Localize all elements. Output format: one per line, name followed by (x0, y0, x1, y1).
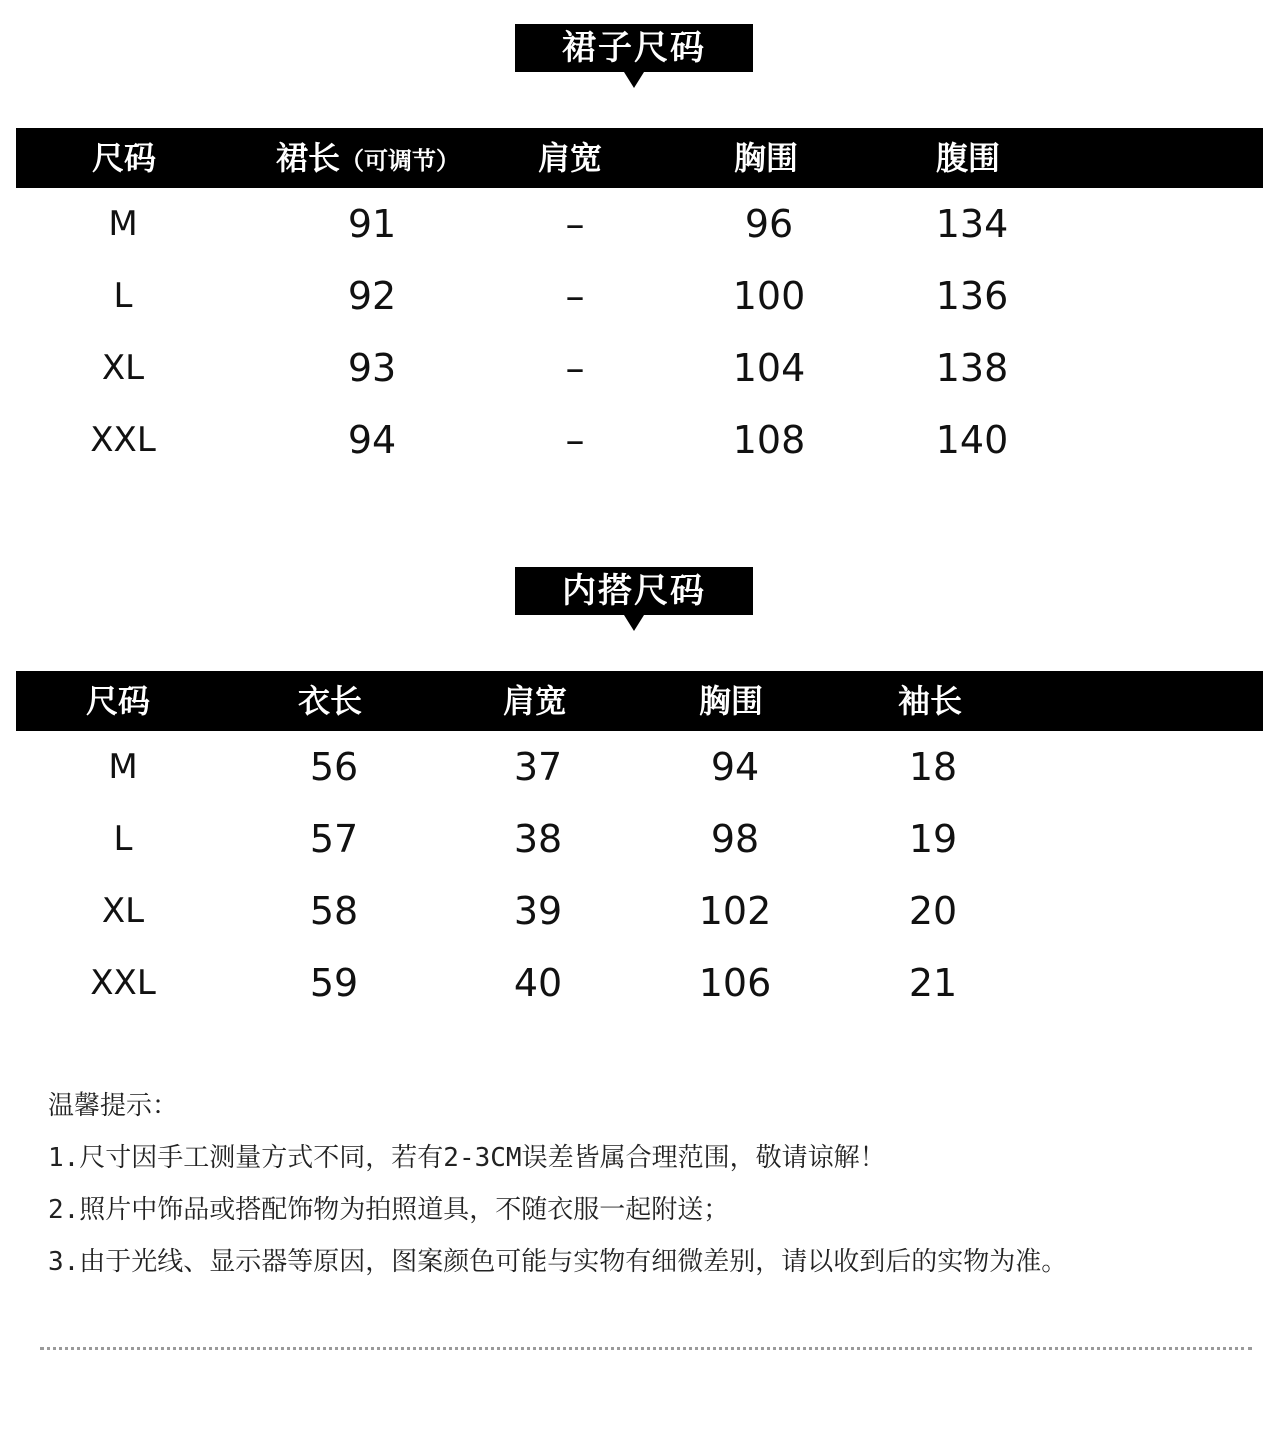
cell-size: M (108, 204, 138, 244)
skirt-size-title-text: 裙子尺码 (562, 28, 706, 68)
cell-chest: 102 (698, 889, 772, 933)
note-item: 1.尺寸因手工测量方式不同，若有2-3CM误差皆属合理范围，敬请谅解！ (48, 1143, 886, 1173)
cell-sleeve: 18 (908, 745, 958, 789)
inner-size-title-text: 内搭尺码 (562, 571, 706, 611)
title-pointer-icon (624, 615, 644, 631)
table-row (16, 731, 1263, 803)
header-sleeve: 袖长 (898, 682, 963, 720)
cell-size: L (113, 276, 133, 316)
header-chest: 胸围 (699, 682, 764, 720)
cell-sleeve: 19 (908, 817, 958, 861)
cell-chest: 98 (710, 817, 760, 861)
cell-shoulder: 37 (513, 745, 563, 789)
cell-waist: 138 (935, 346, 1009, 390)
cell-chest: 96 (744, 202, 794, 246)
cell-length: 91 (347, 202, 397, 246)
header-shoulder: 肩宽 (503, 682, 568, 720)
cell-length: 93 (347, 346, 397, 390)
table-row (16, 803, 1263, 875)
header-size: 尺码 (92, 139, 157, 177)
title-pointer-icon (624, 72, 644, 88)
notes-heading: 温馨提示： (48, 1091, 179, 1121)
header-skirt-length-note: （可调节） (340, 147, 461, 175)
inner-size-title (515, 567, 753, 615)
dotted-divider (40, 1347, 1252, 1350)
table-row (16, 332, 1263, 404)
cell-waist: 140 (935, 418, 1009, 462)
header-waist: 腹围 (936, 139, 1001, 177)
header-shoulder: 肩宽 (538, 139, 603, 177)
cell-sleeve: 20 (908, 889, 958, 933)
cell-size: XXL (90, 420, 156, 460)
cell-shoulder: 40 (513, 961, 563, 1005)
cell-sleeve: 21 (908, 961, 958, 1005)
cell-chest: 94 (710, 745, 760, 789)
inner-table-body (16, 731, 1263, 1019)
table-row (16, 404, 1263, 476)
skirt-size-title (515, 24, 753, 72)
cell-length: 56 (309, 745, 359, 789)
cell-size: XXL (90, 963, 156, 1003)
cell-length: 94 (347, 418, 397, 462)
cell-shoulder: – (565, 418, 585, 462)
header-skirt-length (276, 128, 460, 188)
inner-size-table (16, 671, 1263, 1019)
header-chest: 胸围 (734, 139, 799, 177)
cell-size: M (108, 747, 138, 787)
table-row (16, 875, 1263, 947)
cell-shoulder: 38 (513, 817, 563, 861)
notes-section (48, 1086, 1258, 1294)
header-skirt-length-label: 裙长 (276, 139, 341, 177)
table-row (16, 188, 1263, 260)
skirt-table-header (16, 128, 1263, 188)
cell-length: 57 (309, 817, 359, 861)
cell-size: XL (101, 891, 145, 931)
cell-chest: 100 (732, 274, 806, 318)
cell-chest: 108 (732, 418, 806, 462)
cell-shoulder: 39 (513, 889, 563, 933)
cell-size: XL (101, 348, 145, 388)
cell-waist: 134 (935, 202, 1009, 246)
header-size: 尺码 (86, 682, 151, 720)
note-item: 2.照片中饰品或搭配饰物为拍照道具，不随衣服一起附送； (48, 1195, 730, 1225)
table-row (16, 260, 1263, 332)
inner-table-header (16, 671, 1263, 731)
cell-size: L (113, 819, 133, 859)
cell-shoulder: – (565, 346, 585, 390)
cell-length: 58 (309, 889, 359, 933)
cell-shoulder: – (565, 202, 585, 246)
skirt-table-body (16, 188, 1263, 476)
cell-length: 59 (309, 961, 359, 1005)
skirt-size-table (16, 128, 1263, 476)
note-item: 3.由于光线、显示器等原因，图案颜色可能与实物有细微差别，请以收到后的实物为准。 (48, 1247, 1068, 1277)
cell-chest: 106 (698, 961, 772, 1005)
cell-shoulder: – (565, 274, 585, 318)
header-garment-length: 衣长 (298, 682, 363, 720)
cell-chest: 104 (732, 346, 806, 390)
table-row (16, 947, 1263, 1019)
cell-waist: 136 (935, 274, 1009, 318)
cell-length: 92 (347, 274, 397, 318)
